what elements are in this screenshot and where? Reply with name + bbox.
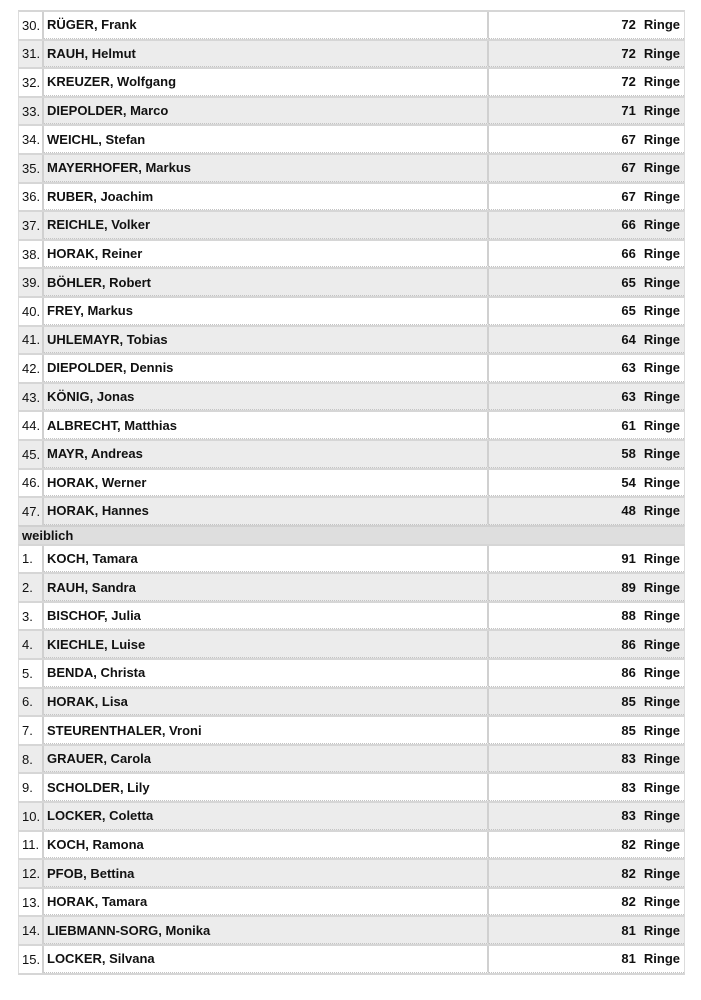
score-cell: [489, 98, 684, 125]
rank-cell: 15.: [19, 946, 44, 973]
name-cell: MAYERHOFER, Markus: [44, 155, 489, 182]
table-row: [18, 944, 685, 973]
score-unit: Ringe: [643, 74, 680, 90]
score-unit: Ringe: [643, 922, 680, 938]
rank-cell: 35.: [19, 155, 44, 182]
score-value: 71: [621, 103, 636, 119]
score-unit: Ringe: [643, 131, 680, 147]
score-value: 67: [621, 160, 636, 176]
table-row: [18, 496, 685, 525]
rank-cell: 14.: [19, 917, 44, 944]
name-cell: STEURENTHALER, Vroni: [44, 717, 489, 744]
table-row: [18, 153, 685, 182]
score-value: 82: [621, 894, 636, 910]
score-value: 54: [621, 474, 636, 490]
score-value: 67: [621, 131, 636, 147]
name-cell: RAUH, Sandra: [44, 574, 489, 601]
score-cell: [489, 241, 684, 268]
rank-cell: 10.: [19, 803, 44, 830]
score-value: 88: [621, 608, 636, 624]
name-cell: MAYR, Andreas: [44, 441, 489, 468]
name-cell: KOCH, Ramona: [44, 832, 489, 859]
rank-cell: 13.: [19, 889, 44, 916]
table-row: [18, 572, 685, 601]
table-row: [18, 124, 685, 153]
table-row: [18, 544, 685, 573]
score-cell: [489, 384, 684, 411]
score-unit: Ringe: [643, 17, 680, 33]
score-unit: Ringe: [643, 550, 680, 566]
score-value: 67: [621, 188, 636, 204]
score-value: 64: [621, 331, 636, 347]
score-unit: Ringe: [643, 160, 680, 176]
rank-cell: 1.: [19, 546, 44, 573]
score-value: 66: [621, 246, 636, 262]
name-cell: KIECHLE, Luise: [44, 631, 489, 658]
rank-cell: 4.: [19, 631, 44, 658]
score-cell: [489, 889, 684, 916]
name-cell: HORAK, Reiner: [44, 241, 489, 268]
score-unit: Ringe: [643, 722, 680, 738]
score-cell: [489, 603, 684, 630]
name-cell: WEICHL, Stefan: [44, 126, 489, 153]
rank-cell: 41.: [19, 327, 44, 354]
table-row: [18, 744, 685, 773]
table-row: [18, 887, 685, 916]
name-cell: UHLEMAYR, Tobias: [44, 327, 489, 354]
score-cell: [489, 212, 684, 239]
score-unit: Ringe: [643, 103, 680, 119]
table-row: [18, 687, 685, 716]
score-unit: Ringe: [643, 45, 680, 61]
score-value: 48: [621, 503, 636, 519]
score-unit: Ringe: [643, 446, 680, 462]
score-unit: Ringe: [643, 608, 680, 624]
name-cell: DIEPOLDER, Dennis: [44, 355, 489, 382]
results-table: [18, 10, 685, 975]
rank-cell: 36.: [19, 184, 44, 211]
score-cell: [489, 184, 684, 211]
score-value: 81: [621, 922, 636, 938]
score-unit: Ringe: [643, 274, 680, 290]
table-row: [18, 39, 685, 68]
table-row: [18, 96, 685, 125]
score-cell: [489, 746, 684, 773]
score-value: 85: [621, 693, 636, 709]
name-cell: LOCKER, Silvana: [44, 946, 489, 973]
rank-cell: 38.: [19, 241, 44, 268]
score-value: 83: [621, 779, 636, 795]
score-cell: [489, 917, 684, 944]
table-row: [18, 715, 685, 744]
score-value: 91: [621, 550, 636, 566]
rank-cell: 46.: [19, 470, 44, 497]
table-row: [18, 182, 685, 211]
table-row: [18, 239, 685, 268]
score-cell: [489, 803, 684, 830]
score-cell: [489, 774, 684, 801]
score-cell: [489, 155, 684, 182]
results-group-weiblich: [18, 544, 685, 973]
score-unit: Ringe: [643, 188, 680, 204]
score-unit: Ringe: [643, 865, 680, 881]
score-cell: [489, 12, 684, 39]
score-cell: [489, 441, 684, 468]
score-unit: Ringe: [643, 217, 680, 233]
table-row: [18, 267, 685, 296]
score-value: 83: [621, 808, 636, 824]
table-row: [18, 830, 685, 859]
name-cell: RÜGER, Frank: [44, 12, 489, 39]
score-cell: [489, 126, 684, 153]
rank-cell: 34.: [19, 126, 44, 153]
name-cell: KÖNIG, Jonas: [44, 384, 489, 411]
table-row: [18, 410, 685, 439]
name-cell: DIEPOLDER, Marco: [44, 98, 489, 125]
table-row: [18, 296, 685, 325]
name-cell: BENDA, Christa: [44, 660, 489, 687]
table-row: [18, 67, 685, 96]
score-unit: Ringe: [643, 779, 680, 795]
name-cell: HORAK, Werner: [44, 470, 489, 497]
name-cell: ALBRECHT, Matthias: [44, 412, 489, 439]
score-cell: [489, 574, 684, 601]
rank-cell: 32.: [19, 69, 44, 96]
table-row: [18, 629, 685, 658]
rank-cell: 9.: [19, 774, 44, 801]
score-cell: [489, 498, 684, 525]
score-unit: Ringe: [643, 665, 680, 681]
score-value: 65: [621, 303, 636, 319]
rank-cell: 47.: [19, 498, 44, 525]
rank-cell: 40.: [19, 298, 44, 325]
rank-cell: 44.: [19, 412, 44, 439]
score-cell: [489, 355, 684, 382]
table-row: [18, 858, 685, 887]
score-value: 72: [621, 17, 636, 33]
table-row: [18, 353, 685, 382]
rank-cell: 5.: [19, 660, 44, 687]
table-row: [18, 210, 685, 239]
rank-cell: 37.: [19, 212, 44, 239]
score-cell: [489, 860, 684, 887]
score-value: 85: [621, 722, 636, 738]
rank-cell: 30.: [19, 12, 44, 39]
score-value: 89: [621, 579, 636, 595]
score-unit: Ringe: [643, 389, 680, 405]
score-unit: Ringe: [643, 751, 680, 767]
table-row: [18, 325, 685, 354]
table-row: [18, 382, 685, 411]
rank-cell: 33.: [19, 98, 44, 125]
score-value: 63: [621, 389, 636, 405]
name-cell: BISCHOF, Julia: [44, 603, 489, 630]
rank-cell: 45.: [19, 441, 44, 468]
score-cell: [489, 41, 684, 68]
name-cell: BÖHLER, Robert: [44, 269, 489, 296]
rank-cell: 11.: [19, 832, 44, 859]
name-cell: RAUH, Helmut: [44, 41, 489, 68]
name-cell: HORAK, Lisa: [44, 689, 489, 716]
rank-cell: 3.: [19, 603, 44, 630]
score-unit: Ringe: [643, 360, 680, 376]
score-unit: Ringe: [643, 636, 680, 652]
name-cell: HORAK, Tamara: [44, 889, 489, 916]
score-cell: [489, 327, 684, 354]
score-unit: Ringe: [643, 474, 680, 490]
name-cell: KREUZER, Wolfgang: [44, 69, 489, 96]
score-cell: [489, 269, 684, 296]
score-unit: Ringe: [643, 246, 680, 262]
score-value: 61: [621, 417, 636, 433]
table-row: [18, 439, 685, 468]
score-value: 82: [621, 865, 636, 881]
name-cell: SCHOLDER, Lily: [44, 774, 489, 801]
score-value: 66: [621, 217, 636, 233]
rank-cell: 7.: [19, 717, 44, 744]
score-cell: [489, 631, 684, 658]
name-cell: RUBER, Joachim: [44, 184, 489, 211]
score-unit: Ringe: [643, 808, 680, 824]
table-row: [18, 601, 685, 630]
score-value: 83: [621, 751, 636, 767]
score-cell: [489, 946, 684, 973]
results-group-upper: [18, 10, 685, 525]
table-row: [18, 801, 685, 830]
score-unit: Ringe: [643, 331, 680, 347]
name-cell: LOCKER, Coletta: [44, 803, 489, 830]
rank-cell: 2.: [19, 574, 44, 601]
name-cell: GRAUER, Carola: [44, 746, 489, 773]
name-cell: REICHLE, Volker: [44, 212, 489, 239]
name-cell: HORAK, Hannes: [44, 498, 489, 525]
table-row: [18, 10, 685, 39]
score-value: 81: [621, 951, 636, 967]
score-cell: [489, 717, 684, 744]
score-value: 65: [621, 274, 636, 290]
score-value: 72: [621, 74, 636, 90]
score-value: 82: [621, 836, 636, 852]
score-unit: Ringe: [643, 579, 680, 595]
rank-cell: 6.: [19, 689, 44, 716]
score-cell: [489, 689, 684, 716]
score-cell: [489, 660, 684, 687]
name-cell: FREY, Markus: [44, 298, 489, 325]
name-cell: LIEBMANN-SORG, Monika: [44, 917, 489, 944]
rank-cell: 39.: [19, 269, 44, 296]
table-row: [18, 468, 685, 497]
score-unit: Ringe: [643, 693, 680, 709]
score-cell: [489, 298, 684, 325]
rank-cell: 8.: [19, 746, 44, 773]
rank-cell: 43.: [19, 384, 44, 411]
name-cell: KOCH, Tamara: [44, 546, 489, 573]
score-value: 86: [621, 636, 636, 652]
rank-cell: 12.: [19, 860, 44, 887]
score-cell: [489, 412, 684, 439]
table-row: [18, 658, 685, 687]
score-unit: Ringe: [643, 951, 680, 967]
score-value: 72: [621, 45, 636, 61]
score-value: 58: [621, 446, 636, 462]
rank-cell: 42.: [19, 355, 44, 382]
score-cell: [489, 832, 684, 859]
section-header-weiblich: weiblich: [18, 525, 685, 544]
score-value: 63: [621, 360, 636, 376]
table-row: [18, 772, 685, 801]
score-unit: Ringe: [643, 303, 680, 319]
score-unit: Ringe: [643, 836, 680, 852]
table-row: [18, 915, 685, 944]
score-unit: Ringe: [643, 894, 680, 910]
table-bottom-border: [18, 973, 685, 975]
score-cell: [489, 69, 684, 96]
name-cell: PFOB, Bettina: [44, 860, 489, 887]
rank-cell: 31.: [19, 41, 44, 68]
score-cell: [489, 546, 684, 573]
score-cell: [489, 470, 684, 497]
score-unit: Ringe: [643, 417, 680, 433]
score-value: 86: [621, 665, 636, 681]
score-unit: Ringe: [643, 503, 680, 519]
